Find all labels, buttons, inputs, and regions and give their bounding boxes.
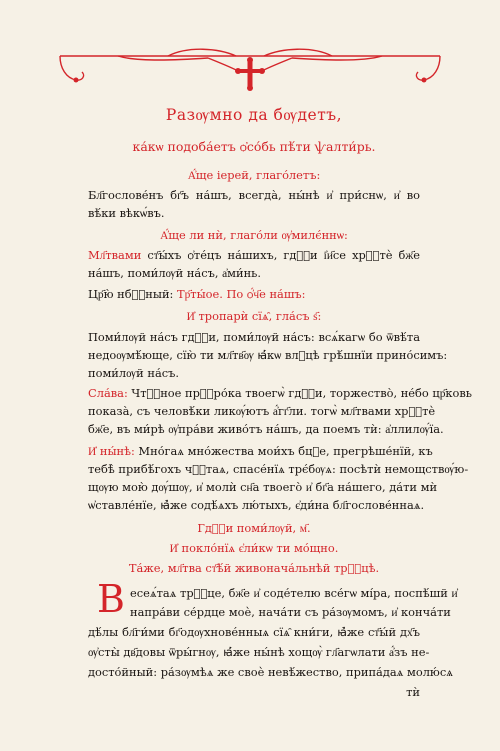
page-subtitle: ка́кѡ подоба́етъ ѻ҆со́бь пѣ́ти ѱалти́рь.	[132, 139, 376, 154]
trisagion-line	[88, 287, 420, 301]
prayer-text-line: досто́йный: ра́зѹмѣѧ же своѐ невѣ́жество, припа́даѧ молю́сѧ	[88, 665, 453, 679]
text-run: Чтⷭ҇ное прⷪ҇ро́ка твоегѡ̀ гдⷭ҇и, торжество̀, не́бо цр҃ковь	[127, 386, 472, 400]
priest-rubric: А҆́ще іерей, глаго́летъ:	[187, 168, 321, 182]
prayer-text-line: ѹ҆сты̀ дв҃довы ѿры́гнѹ, ꙗ҆́же ны́нѣ хощѹ̀ гл҃агѡлати а҆́зъ не-	[88, 645, 430, 659]
rubric-lead: Мл҃твами	[88, 248, 142, 262]
now-text-line: щѹю мою̀ дѹ́шѹ, и҆ молѝ сн҃а твоего̀ и҆ бг҃а на́шего, да́ти мѝ	[88, 480, 438, 494]
now-text-line: тебѣ̀ прибѣ́гохъ чⷭ҇таѧ, спасе́нїѧ трє́бѹѧ: посѣтѝ немощствѹ́ю-	[88, 462, 469, 476]
layman-text-line: на́шъ, поми́лѹй на́съ, а҆ми́нь.	[88, 266, 262, 280]
glory-text-line: показа̀, съ человѣ́ки ликѹ́ютъ а҆́гг҃ли. тогѡ̀ мл҃твами хрⷭ҇тѐ	[88, 404, 436, 418]
prayer-text-line: напра́ви се́рдце моѐ, нача́ти съ ра́зѹмомъ, и҆ конча́ти	[130, 605, 451, 619]
rubric-lead: И҆ ны́нѣ:	[88, 444, 135, 458]
bow-line: И҆ покло́нїѧ є҆ли́кѡ ти мо́щно.	[169, 541, 339, 555]
layman-text-line	[88, 248, 420, 262]
drop-cap-letter: В	[97, 577, 125, 621]
layman-rubric: А҆́ще ли нѝ, глаго́ли ѹ҆милє́ннѡ:	[160, 228, 348, 242]
kyrie-line: Гдⷭ҇и поми́лѹй, м҃.	[197, 521, 311, 535]
troparia-text-line: поми́лѹй на́съ.	[88, 366, 180, 380]
rubric-run: Тр҃ты́ое. По ѻ҆́ч҃е на́шъ:	[173, 287, 306, 301]
now-text-line	[88, 444, 433, 458]
prayer-text-line: дѣ́лы бл҃ги́ми бг҃одѹхнове́нныѧ сїѧ̑ кни́ги, ꙗ҆̀же ст҃ы́й дх҃ъ	[88, 625, 420, 639]
rubric-lead: Сла́ва:	[88, 386, 128, 400]
now-text-line: ѡ҆ставле́нїе, ꙗ҆̀же содѣ́ѧхъ лю́тыхъ, є҆ди́на бл҃гослове́ннаѧ.	[88, 498, 425, 512]
priest-text-line: Бл҃гослове́нъ бг҃ъ на́шъ, всегда̀, ны́нѣ и҆ при́снѡ, и҆ во	[88, 188, 420, 202]
text-run: Мно́гаѧ мно́жества мои́хъ бцⷣе, прегрѣше́нїй, къ	[134, 444, 433, 458]
catchword: тѝ	[406, 685, 420, 699]
text-run: Цр҃ю̀ нбⷭ҇ный:	[88, 287, 174, 301]
troparia-rubric: И҆ тропарѝ сїѧ̑, гла́съ ѕ҃:	[186, 309, 322, 323]
page-title: Разѹмно да бѹдетъ,	[165, 106, 343, 124]
priest-text-line: вѣ́ки вѣкѡ́въ.	[88, 206, 165, 220]
troparia-text-line: Поми́лѹй на́съ гдⷭ҇и, поми́лѹй на́съ: всѧ́кагѡ бо ѿвѣ́та	[88, 330, 420, 344]
glory-text-line: бж҃е, въ ми́рѣ ѹ҆пра́ви живо́тъ на́шъ, да поемъ тѝ: а҆ллилѹ́їа.	[88, 422, 444, 436]
prayer-text-line: есеѧ́таѧ трⷪ҇це, бж҃е и҆ соде́телю все́гѡ мі́ра, поспѣ́шй и҆	[130, 586, 458, 600]
glory-text-line	[88, 386, 472, 400]
troparia-text-line: недоѹмѣ́юще, сїю̀ ти мл҃тв҃ѹ ꙗ҆́кѡ влⷣцѣ грѣ́шнїи прино́симъ:	[88, 348, 448, 362]
prayer-heading: Та́же, мл҃тва ст҃ѣ́й живонача́льнѣй трⷪ҇цѣ.	[128, 561, 380, 575]
text-run: ст҃ы́хъ ѻ҆те́цъ на́шихъ, гдⷭ҇и і҆и҃се хрⷭ҇тѐ бж҃е	[141, 248, 420, 262]
cross-flourish-headpiece-icon	[58, 38, 442, 98]
